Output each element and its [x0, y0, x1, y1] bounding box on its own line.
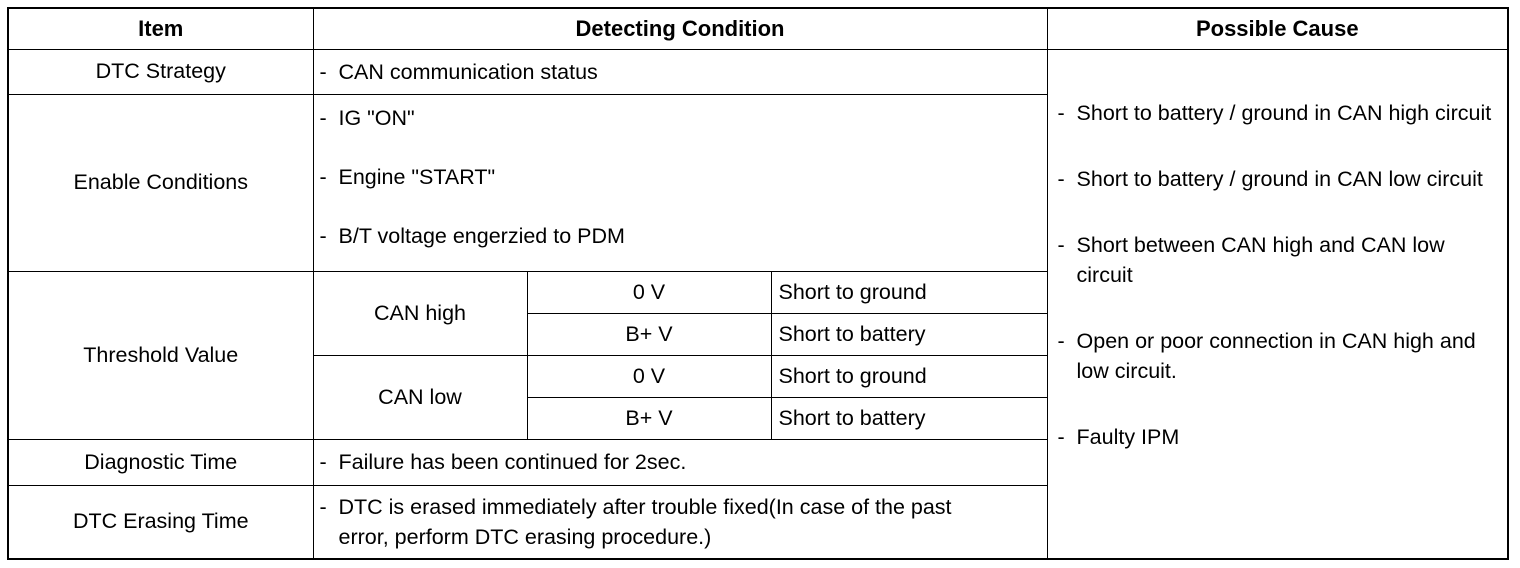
item-diagnostic-time: Diagnostic Time	[8, 439, 313, 485]
item-enable-conditions: Enable Conditions	[8, 94, 313, 271]
item-threshold-value: Threshold Value	[8, 271, 313, 439]
enable-condition: - Engine "START"	[319, 164, 496, 189]
dtc-table	[7, 7, 1509, 560]
possible-causes-cell	[1047, 49, 1508, 559]
cause-item: - Open or poor connection in CAN high and low circuit.	[1057, 328, 1476, 383]
cause-item: - Short to battery / ground in CAN high circuit	[1057, 100, 1492, 125]
cause-item: - Short to battery / ground in CAN low circuit	[1057, 166, 1483, 191]
condition-dtc-erasing-time: - DTC is erased immediately after trouble fixed(In case of the past error, perform DTC erasing procedure.)	[313, 485, 1047, 559]
threshold-result: Short to battery	[771, 313, 1047, 355]
cause-item: - Faulty IPM	[1057, 424, 1180, 449]
enable-condition: - B/T voltage engerzied to PDM	[319, 223, 625, 248]
threshold-voltage: 0 V	[527, 355, 771, 397]
threshold-line-can-low: CAN low	[313, 355, 527, 439]
threshold-result: Short to ground	[771, 355, 1047, 397]
header-item: Item	[8, 8, 313, 49]
item-dtc-erasing-time: DTC Erasing Time	[8, 485, 313, 559]
condition-dtc-strategy: - CAN communication status	[313, 49, 1047, 94]
threshold-voltage: 0 V	[527, 271, 771, 313]
threshold-line-can-high: CAN high	[313, 271, 527, 355]
threshold-voltage: B+ V	[527, 313, 771, 355]
condition-diagnostic-time: - Failure has been continued for 2sec.	[313, 439, 1047, 485]
threshold-result: Short to ground	[771, 271, 1047, 313]
enable-condition: - IG "ON"	[319, 105, 415, 130]
header-possible-cause: Possible Cause	[1047, 8, 1508, 49]
cause-item: - Short between CAN high and CAN low circuit	[1057, 232, 1445, 287]
condition-enable	[313, 94, 1047, 271]
header-detecting-condition: Detecting Condition	[313, 8, 1047, 49]
condition-text: CAN communication status	[338, 59, 598, 84]
item-dtc-strategy: DTC Strategy	[8, 49, 313, 94]
threshold-voltage: B+ V	[527, 397, 771, 439]
threshold-result: Short to battery	[771, 397, 1047, 439]
